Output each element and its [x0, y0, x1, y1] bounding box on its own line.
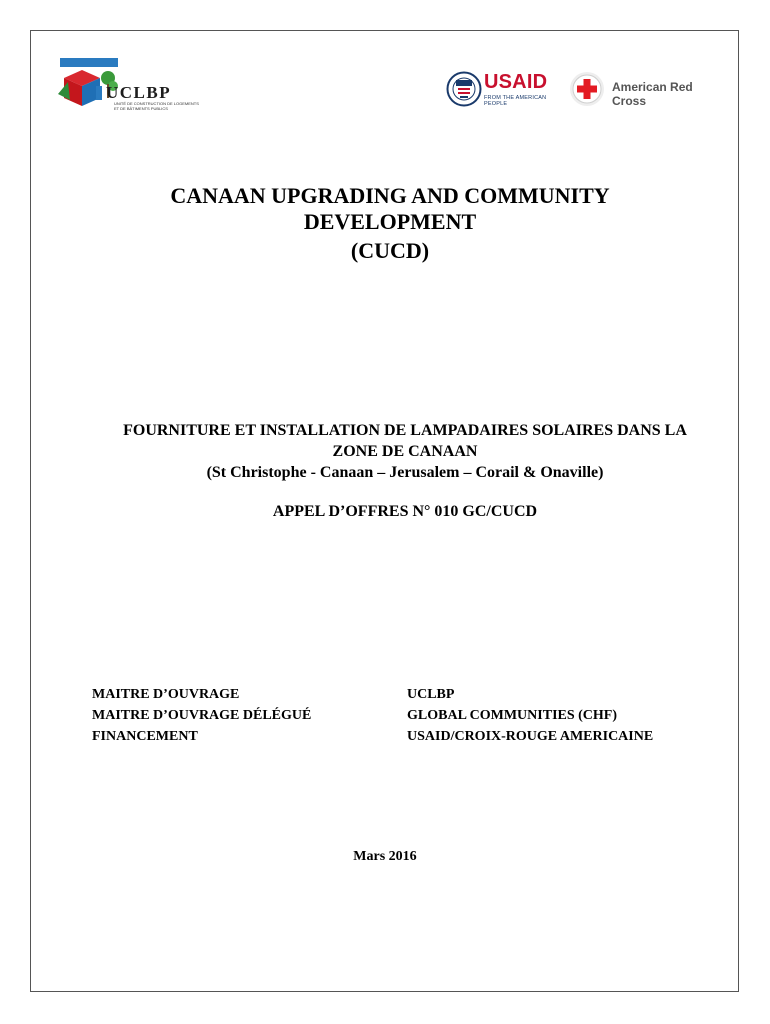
red-cross-icon — [569, 71, 605, 107]
party-label: MAITRE D’OUVRAGE DÉLÉGUÉ — [92, 708, 312, 723]
usaid-wordmark: USAID — [484, 71, 548, 93]
party-label: MAITRE D’OUVRAGE — [92, 687, 240, 702]
title-line-2: DEVELOPMENT — [303, 209, 477, 234]
document-date: Mars 2016 — [353, 849, 417, 864]
title-line-1: CANAAN UPGRADING AND COMMUNITY — [170, 183, 610, 208]
tender-reference: APPEL D’OFFRES N° 010 GC/CUCD — [272, 503, 538, 520]
usaid-tagline: FROM THE AMERICAN PEOPLE — [484, 95, 547, 107]
uclbp-wordmark: UCLBP — [106, 83, 172, 102]
subtitle-line-2: ZONE DE CANAAN — [332, 443, 478, 460]
title-line-3: (CUCD) — [350, 238, 430, 263]
uclbp-logo — [58, 56, 203, 112]
usaid-logo — [446, 70, 558, 108]
uclbp-subtitle: UNITÉ DE CONSTRUCTION DE LOGEMENTS ET DE BÂTIMENTS PUBLICS — [114, 101, 199, 111]
party-value: GLOBAL COMMUNITIES (CHF) — [407, 708, 618, 723]
party-value: UCLBP — [407, 687, 455, 702]
subtitle-line-3: (St Christophe - Canaan – Jerusalem – Corail & Onaville) — [206, 464, 604, 481]
party-label: FINANCEMENT — [92, 729, 198, 744]
party-value: USAID/CROIX-ROUGE AMERICAINE — [407, 729, 654, 744]
redcross-wordmark: American Red Cross — [612, 80, 693, 108]
usaid-seal-icon — [446, 71, 482, 107]
redcross-logo — [569, 70, 729, 108]
subtitle-line-1: FOURNITURE ET INSTALLATION DE LAMPADAIRES SOLAIRES DANS LA — [123, 422, 687, 439]
